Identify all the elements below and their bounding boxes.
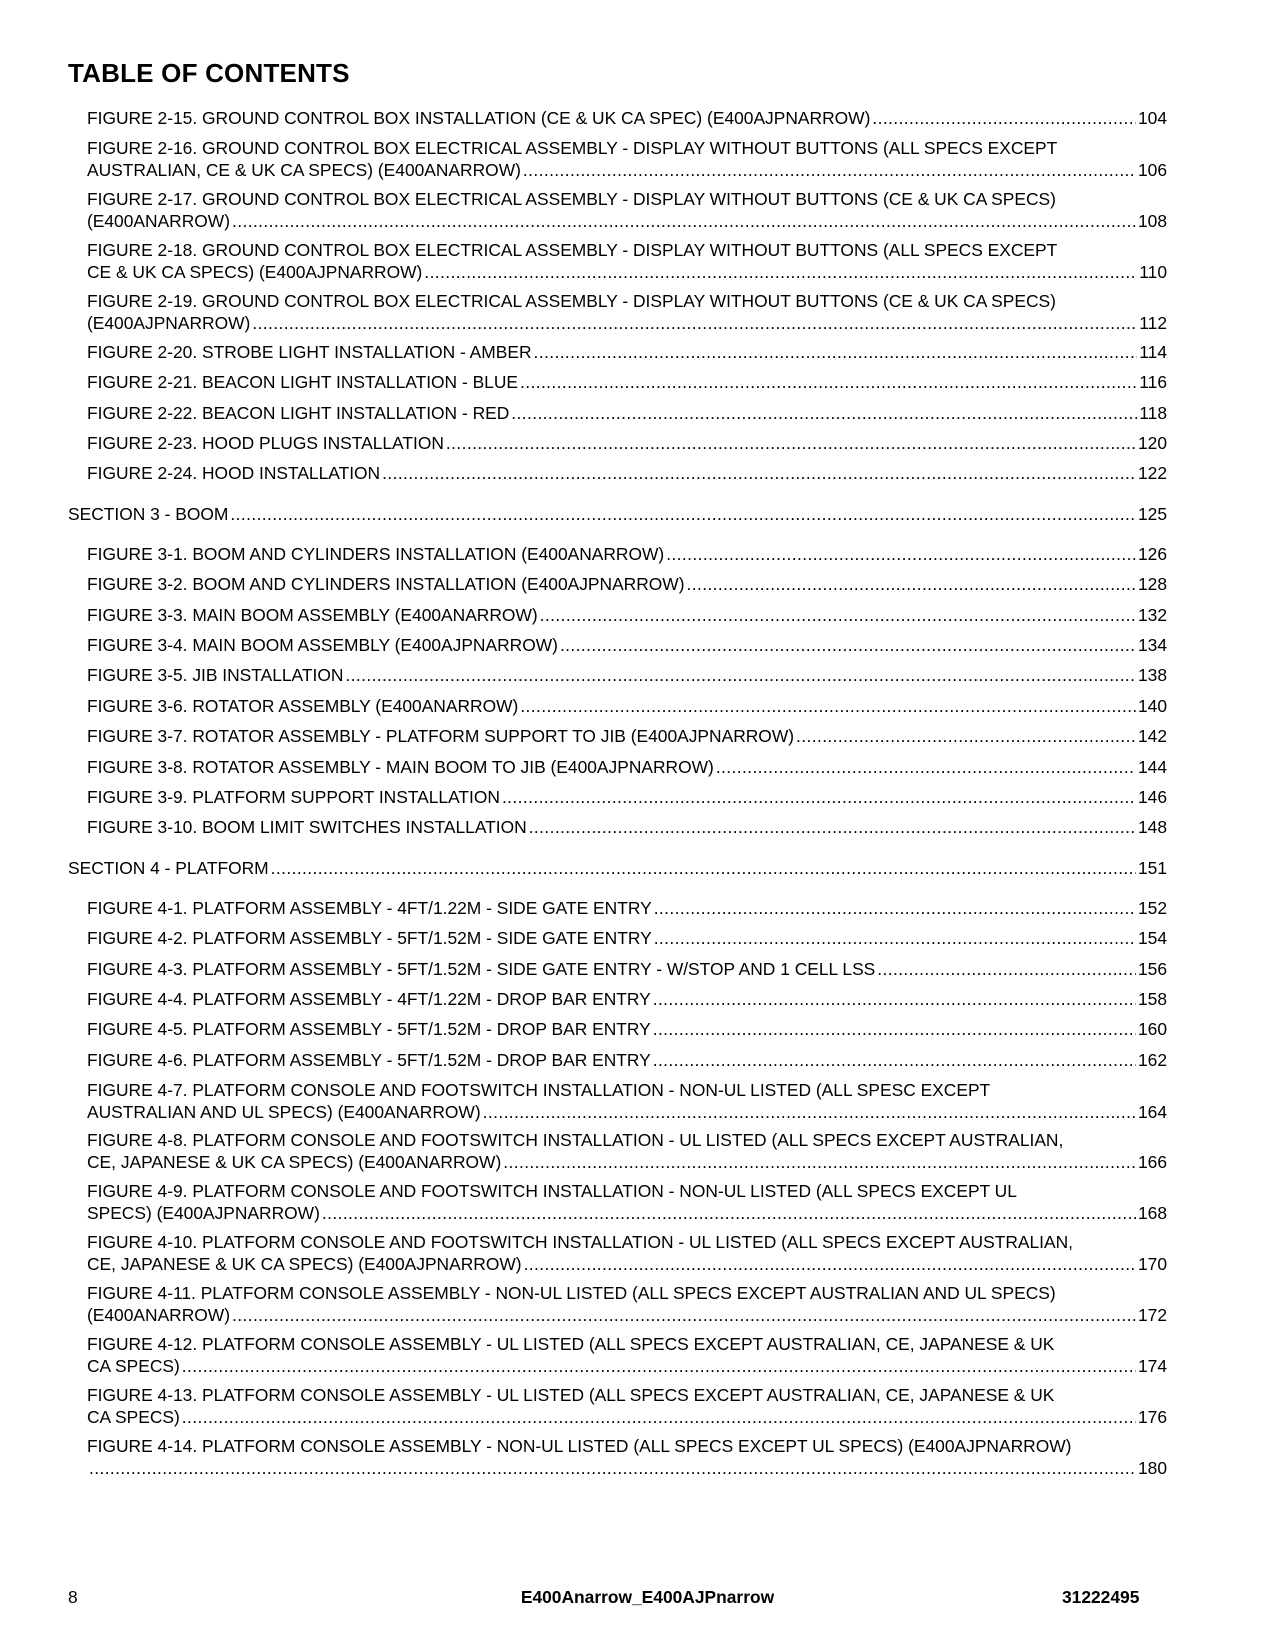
toc-page-number: 144 [1137,757,1167,777]
toc-figure-entry[interactable] [87,240,1167,283]
dot-leader [182,1356,1136,1378]
toc-figure-entry[interactable] [87,665,1167,687]
dot-leader [540,605,1136,627]
toc-page-number: 140 [1137,696,1167,716]
dot-leader [252,313,1137,335]
dot-leader [446,433,1136,455]
toc-entry-title: FIGURE 3-9. PLATFORM SUPPORT INSTALLATION [87,787,500,807]
toc-entry-title: FIGURE 2-23. HOOD PLUGS INSTALLATION [87,433,444,453]
dot-leader [872,108,1136,130]
toc-entry-title: FIGURE 2-15. GROUND CONTROL BOX INSTALLATION (CE & UK CA SPEC) (E400AJPNARROW) [87,108,871,128]
toc-entry-title: SECTION 3 - BOOM [68,504,229,524]
toc-entry-leader-line [87,433,1167,455]
toc-page-number: 154 [1137,928,1167,948]
toc-figure-entry[interactable] [87,726,1167,748]
toc-entry-leader-line [87,1305,1167,1327]
toc-entry-title: FIGURE 4-3. PLATFORM ASSEMBLY - 5FT/1.52M - SIDE GATE ENTRY - W/STOP AND 1 CELL LSS [87,959,876,979]
toc-entry-title-line: FIGURE 4-8. PLATFORM CONSOLE AND FOOTSWITCH INSTALLATION - UL LISTED (ALL SPECS EXCEPT AUSTRALIAN, [87,1130,1064,1150]
toc-entry-leader-line [87,726,1167,748]
toc-page-number: 106 [1137,159,1167,180]
toc-entry-title-line: FIGURE 4-14. PLATFORM CONSOLE ASSEMBLY - NON-UL LISTED (ALL SPECS EXCEPT UL SPECS) (E400AJPNARROW) [87,1436,1072,1456]
toc-figure-entry[interactable] [87,108,1167,130]
dot-leader [654,928,1136,950]
toc-figure-entry[interactable] [87,574,1167,596]
toc-page-number: 120 [1137,433,1167,453]
toc-entry-title: CE & UK CA SPECS) (E400AJPNARROW) [87,261,423,282]
toc-page-number: 122 [1137,463,1167,483]
toc-page-number: 160 [1137,1019,1167,1039]
toc-entry-title: CA SPECS) [87,1406,180,1427]
dot-leader [687,574,1136,596]
toc-page-number: 138 [1137,665,1167,685]
toc-entry-title-line: FIGURE 2-16. GROUND CONTROL BOX ELECTRICAL ASSEMBLY - DISPLAY WITHOUT BUTTONS (ALL SPECS EXCEPT [87,138,1058,158]
toc-figure-entry[interactable] [87,1130,1167,1173]
toc-figure-entry[interactable] [87,635,1167,657]
footer-model: E400Anarrow_E400AJPnarrow [520,1587,775,1607]
toc-entry-leader-line [87,211,1167,233]
toc-entry-title-line: FIGURE 4-7. PLATFORM CONSOLE AND FOOTSWITCH INSTALLATION - NON-UL LISTED (ALL SPESC EXCEPT [87,1080,991,1100]
toc-page-number: 158 [1137,989,1167,1009]
toc-entry-title-line: FIGURE 4-10. PLATFORM CONSOLE AND FOOTSWITCH INSTALLATION - UL LISTED (ALL SPECS EXCEPT AUSTRALIAN, [87,1232,1073,1252]
dot-leader [232,1305,1136,1327]
toc-page-number: 110 [1139,261,1167,282]
toc-entry-title: FIGURE 4-5. PLATFORM ASSEMBLY - 5FT/1.52M - DROP BAR ENTRY [87,1019,651,1039]
toc-entry-leader-line [87,262,1167,284]
toc-figure-entry[interactable] [87,433,1167,455]
toc-page-number: 166 [1137,1151,1167,1172]
toc-entry-title: AUSTRALIAN AND UL SPECS) (E400ANARROW) [87,1101,481,1122]
dot-leader [653,989,1136,1011]
dot-leader [230,504,1136,526]
toc-entry-title: FIGURE 3-8. ROTATOR ASSEMBLY - MAIN BOOM TO JIB (E400AJPNARROW) [87,757,714,777]
toc-page-number: 112 [1139,312,1167,333]
toc-page-number: 108 [1137,210,1167,231]
toc-entry-leader-line [87,605,1167,627]
toc-entry-title: FIGURE 2-24. HOOD INSTALLATION [87,463,381,483]
dot-leader [653,1019,1136,1041]
toc-entry-leader-line [87,1203,1167,1225]
toc-page-number: 152 [1137,898,1167,918]
toc-section-entry[interactable] [68,858,1167,880]
toc-entry-leader-line [87,1254,1167,1276]
toc-page-number: 174 [1137,1355,1167,1376]
toc-entry-leader-line [87,898,1167,920]
toc-entry-title: FIGURE 2-20. STROBE LIGHT INSTALLATION - AMBER [87,342,532,362]
toc-figure-entry[interactable] [87,1436,1167,1479]
dot-leader [483,1102,1136,1124]
toc-entry-title: (E400AJPNARROW) [87,312,251,333]
toc-page-number: 118 [1139,403,1167,423]
toc-page-number: 125 [1137,504,1167,524]
toc-entry-leader-line [87,696,1167,718]
dot-leader [520,696,1136,718]
toc-entry-leader-line [87,160,1167,182]
toc-figure-entry[interactable] [87,372,1167,394]
toc-page-number: 128 [1137,574,1167,594]
dot-leader [524,1254,1136,1276]
toc-entry-leader-line [87,1019,1167,1041]
toc-page-number: 168 [1137,1202,1167,1223]
toc-entry-title: FIGURE 4-4. PLATFORM ASSEMBLY - 4FT/1.22M - DROP BAR ENTRY [87,989,651,1009]
toc-figure-entry[interactable] [87,403,1167,425]
toc-figure-entry[interactable] [87,1181,1167,1224]
dot-leader [424,262,1137,284]
dot-leader [322,1203,1136,1225]
toc-entry-leader-line [87,108,1167,130]
toc-figure-entry[interactable] [87,189,1167,232]
toc-entry-title: FIGURE 3-1. BOOM AND CYLINDERS INSTALLATION (E400ANARROW) [87,544,665,564]
dot-leader [89,1458,1136,1480]
toc-figure-entry[interactable] [87,757,1167,779]
toc-entry-leader-line [87,928,1167,950]
toc-entry-leader-line [87,544,1167,566]
toc-entry-leader-line [87,1458,1167,1480]
dot-leader [232,211,1136,233]
toc-page-number: 148 [1137,817,1167,837]
toc-page-number: 126 [1137,544,1167,564]
toc-entry-title: FIGURE 3-5. JIB INSTALLATION [87,665,344,685]
toc-page-number: 116 [1139,372,1167,392]
toc-entry-title: CE, JAPANESE & UK CA SPECS) (E400AJPNARROW) [87,1253,522,1274]
toc-page-number: 114 [1139,342,1167,362]
toc-entry-leader-line [87,635,1167,657]
toc-entry-title: FIGURE 4-2. PLATFORM ASSEMBLY - 5FT/1.52M - SIDE GATE ENTRY [87,928,652,948]
toc-page-number: 172 [1137,1304,1167,1325]
toc-figure-entry[interactable] [87,1080,1167,1123]
toc-figure-entry[interactable] [87,1334,1167,1377]
toc-figure-entry[interactable] [87,898,1167,920]
page-title: TABLE OF CONTENTS [68,58,350,88]
toc-entry-leader-line [87,403,1167,425]
dot-leader [877,959,1136,981]
toc-figure-entry[interactable] [87,959,1167,981]
toc-entry-leader-line [68,504,1167,526]
toc-entry-title: CE, JAPANESE & UK CA SPECS) (E400ANARROW) [87,1151,502,1172]
toc-entry-title: SPECS) (E400AJPNARROW) [87,1202,320,1223]
toc-entry-leader-line [87,1407,1167,1429]
toc-entry-title-line: FIGURE 2-17. GROUND CONTROL BOX ELECTRICAL ASSEMBLY - DISPLAY WITHOUT BUTTONS (CE & UK CA SPECS) [87,189,1056,209]
toc-figure-entry[interactable] [87,605,1167,627]
toc-entry-title-line: FIGURE 2-19. GROUND CONTROL BOX ELECTRICAL ASSEMBLY - DISPLAY WITHOUT BUTTONS (CE & UK CA SPECS) [87,291,1056,311]
toc-page-number: 104 [1137,108,1167,128]
toc-page-number: 142 [1137,726,1167,746]
toc-entry-leader-line [87,463,1167,485]
toc-figure-entry[interactable] [87,342,1167,364]
toc-figure-entry[interactable] [87,463,1167,485]
dot-leader [560,635,1136,657]
toc-entry-leader-line [87,1152,1167,1174]
toc-page-number: 146 [1137,787,1167,807]
toc-entry-title-line: FIGURE 4-9. PLATFORM CONSOLE AND FOOTSWITCH INSTALLATION - NON-UL LISTED (ALL SPECS EXCEPT UL [87,1181,1017,1201]
toc-entry-title: SECTION 4 - PLATFORM [68,858,269,878]
dot-leader [520,372,1137,394]
dot-leader [666,544,1136,566]
toc-page-number: 134 [1137,635,1167,655]
toc-entry-leader-line [87,959,1167,981]
toc-entry-leader-line [87,665,1167,687]
toc-entry-leader-line [87,372,1167,394]
toc-entry-leader-line [87,989,1167,1011]
toc-entry-title: FIGURE 3-10. BOOM LIMIT SWITCHES INSTALLATION [87,817,527,837]
toc-entry-leader-line [87,574,1167,596]
toc-entry-title: FIGURE 4-6. PLATFORM ASSEMBLY - 5FT/1.52M - DROP BAR ENTRY [87,1050,651,1070]
toc-entry-title: FIGURE 2-21. BEACON LIGHT INSTALLATION - BLUE [87,372,519,392]
toc-entry-title-line: FIGURE 4-12. PLATFORM CONSOLE ASSEMBLY - UL LISTED (ALL SPECS EXCEPT AUSTRALIAN, CE, JAPANESE & UK [87,1334,1055,1354]
dot-leader [654,898,1136,920]
toc-figure-entry[interactable] [87,291,1167,334]
toc-section-entry[interactable] [68,504,1167,526]
toc-entry-leader-line [87,817,1167,839]
toc-figure-entry[interactable] [87,696,1167,718]
toc-entry-title: FIGURE 3-6. ROTATOR ASSEMBLY (E400ANARROW) [87,696,519,716]
toc-entry-leader-line [87,787,1167,809]
footer-doc-number: 31222495 [1062,1587,1140,1607]
footer-page-number: 8 [68,1587,78,1607]
toc-entry-title-line: FIGURE 2-18. GROUND CONTROL BOX ELECTRICAL ASSEMBLY - DISPLAY WITHOUT BUTTONS (ALL SPECS EXCEPT [87,240,1058,260]
toc-entry-title-line: FIGURE 4-11. PLATFORM CONSOLE ASSEMBLY - NON-UL LISTED (ALL SPECS EXCEPT AUSTRALIAN AND UL SPECS) [87,1283,1056,1303]
toc-entry-title: FIGURE 3-2. BOOM AND CYLINDERS INSTALLATION (E400AJPNARROW) [87,574,685,594]
toc-page-number: 156 [1137,959,1167,979]
dot-leader [271,858,1136,880]
toc-page-number: 132 [1137,605,1167,625]
dot-leader [653,1050,1136,1072]
dot-leader [345,665,1136,687]
dot-leader [716,757,1136,779]
toc-figure-entry[interactable] [87,1050,1167,1072]
dot-leader [502,787,1136,809]
toc-figure-entry[interactable] [87,138,1167,181]
toc-figure-entry[interactable] [87,1019,1167,1041]
toc-entry-title: CA SPECS) [87,1355,180,1376]
dot-leader [182,1407,1136,1429]
dot-leader [534,342,1138,364]
toc-figure-entry[interactable] [87,544,1167,566]
toc-entry-title: AUSTRALIAN, CE & UK CA SPECS) (E400ANARROW) [87,159,521,180]
toc-figure-entry[interactable] [87,1385,1167,1428]
toc-entry-title: FIGURE 3-4. MAIN BOOM ASSEMBLY (E400AJPNARROW) [87,635,558,655]
dot-leader [529,817,1136,839]
toc-page-number: 164 [1137,1101,1167,1122]
toc-page-number: 170 [1137,1253,1167,1274]
toc-figure-entry[interactable] [87,817,1167,839]
toc-figure-entry[interactable] [87,928,1167,950]
toc-entry-title: FIGURE 3-3. MAIN BOOM ASSEMBLY (E400ANARROW) [87,605,538,625]
dot-leader [796,726,1136,748]
toc-entry-leader-line [87,342,1167,364]
toc-page-number: 162 [1137,1050,1167,1070]
toc-figure-entry[interactable] [87,1232,1167,1275]
toc-page-number: 151 [1137,858,1167,878]
toc-figure-entry[interactable] [87,787,1167,809]
toc-entry-title: (E400ANARROW) [87,210,231,231]
toc-entry-title: FIGURE 2-22. BEACON LIGHT INSTALLATION - RED [87,403,510,423]
toc-entry-leader-line [87,1050,1167,1072]
toc-entry-leader-line [87,1356,1167,1378]
dot-leader [523,160,1136,182]
toc-entry-title: FIGURE 3-7. ROTATOR ASSEMBLY - PLATFORM SUPPORT TO JIB (E400AJPNARROW) [87,726,795,746]
toc-entry-leader-line [87,1102,1167,1124]
toc-entry-leader-line [68,858,1167,880]
dot-leader [382,463,1136,485]
dot-leader [511,403,1137,425]
toc-entry-leader-line [87,757,1167,779]
toc-entry-title: FIGURE 4-1. PLATFORM ASSEMBLY - 4FT/1.22M - SIDE GATE ENTRY [87,898,652,918]
toc-page-number: 176 [1137,1406,1167,1427]
toc-page-number: 180 [1137,1457,1167,1478]
dot-leader [503,1152,1136,1174]
toc-figure-entry[interactable] [87,989,1167,1011]
toc-entry-leader-line [87,313,1167,335]
toc-entry-title: (E400ANARROW) [87,1304,231,1325]
toc-entry-title-line: FIGURE 4-13. PLATFORM CONSOLE ASSEMBLY - UL LISTED (ALL SPECS EXCEPT AUSTRALIAN, CE, JAPANESE & UK [87,1385,1055,1405]
toc-figure-entry[interactable] [87,1283,1167,1326]
